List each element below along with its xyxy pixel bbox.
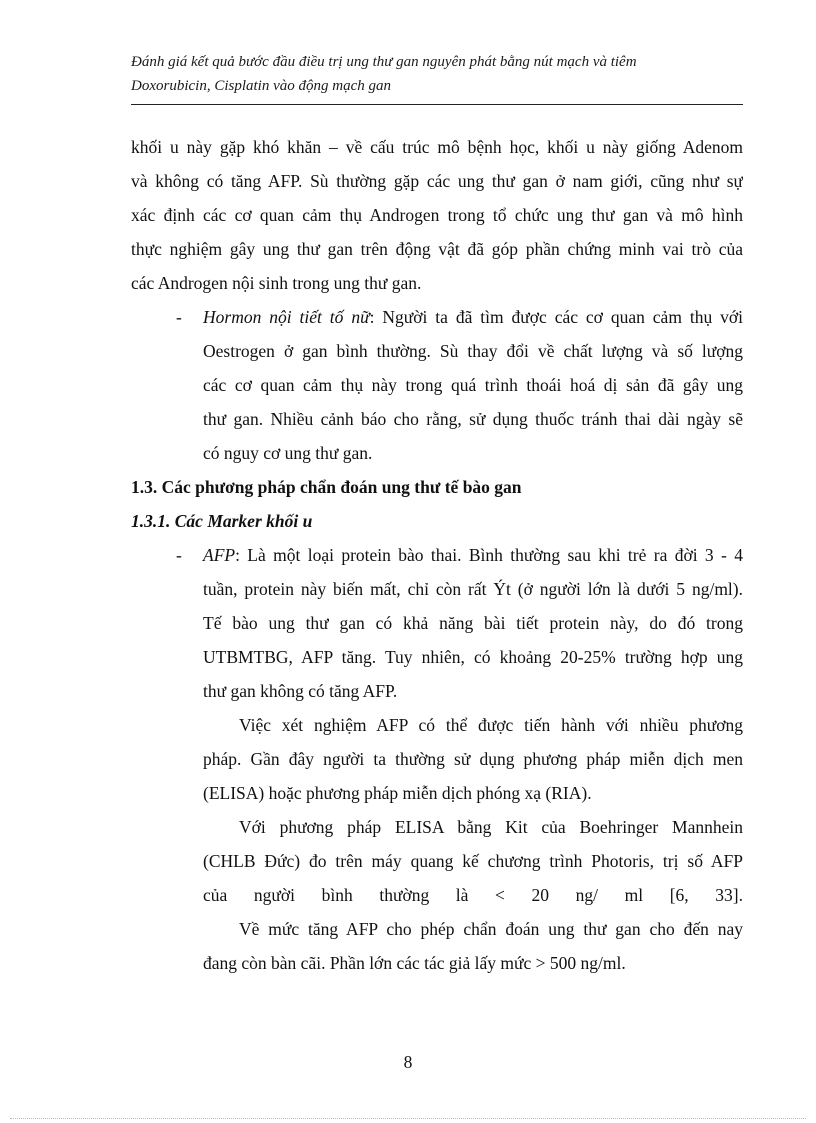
text-line: pháp. Gần đây người ta thường sử dụng phương pháp miễn dịch men	[203, 749, 743, 769]
text-line: Việc xét nghiệm AFP có thể được tiến hành với nhiều phương	[239, 715, 743, 735]
section-heading-1-3-1: 1.3.1. Các Marker khối u	[131, 511, 313, 531]
bullet-afp	[131, 538, 743, 708]
text-line: Oestrogen ở gan bình thường. Sù thay đổi về chất lượng và số lượng	[203, 341, 743, 361]
text-line: thư gan không có tăng AFP.	[203, 681, 398, 701]
bullet-dash: -	[176, 307, 182, 327]
header-title-line-1: Đánh giá kết quả bước đầu điều trị ung thư gan nguyên phát bằng nút mạch và tiêm	[131, 54, 637, 70]
text-line: thực nghiệm gây ung thư gan trên động vật đã góp phần chứng minh vai trò của	[131, 239, 743, 259]
text-line: (CHLB Đức) đo trên máy quang kế chương trình Photoris, trị số AFP	[203, 851, 743, 871]
text-line: tuần, protein này biến mất, chỉ còn rất Ýt (ở người lớn là dưới 5 ng/ml).	[203, 579, 743, 599]
bullet-term: AFP	[203, 545, 236, 565]
bullet-text: : Người ta đã tìm được các cơ quan cảm thụ với	[369, 307, 743, 327]
text-line: xác định các cơ quan cảm thụ Androgen trong tổ chức ung thư gan và mô hình	[131, 205, 743, 225]
page-body	[131, 130, 743, 980]
page-bottom-edge	[10, 1118, 806, 1119]
text-line: có nguy cơ ung thư gan.	[203, 443, 373, 463]
text-line: Tế bào ung thư gan có khả năng bài tiết protein này, do đó trong	[203, 613, 743, 633]
paragraph-androgen	[131, 130, 743, 300]
text-line: đang còn bàn cãi. Phần lớn các tác giả lấy mức > 500 ng/ml.	[203, 953, 626, 973]
text-line: thư gan. Nhiều cảnh báo cho rằng, sử dụng thuốc tránh thai dài ngày sẽ	[203, 409, 743, 429]
text-line: UTBMTBG, AFP tăng. Tuy nhiên, có khoảng 20-25% trường hợp ung	[203, 647, 743, 667]
bullet-dash: -	[176, 545, 182, 565]
text-line: các cơ quan cảm thụ này trong quá trình thoái hoá dị sản đã gây ung	[203, 375, 743, 395]
page-number: 8	[403, 1052, 413, 1072]
bullet-first-line	[131, 300, 743, 334]
section-heading-1-3: 1.3. Các phương pháp chẩn đoán ung thư tế bào gan	[131, 477, 522, 497]
paragraph-xet-nghiem	[131, 708, 743, 810]
text-line: và không có tăng AFP. Sù thường gặp các ung thư gan ở nam giới, cũng như sự	[131, 171, 743, 191]
bullet-hormon	[131, 300, 743, 470]
text-line: Về mức tăng AFP cho phép chẩn đoán ung thư gan cho đến nay	[239, 919, 743, 939]
text-line: Với phương pháp ELISA bằng Kit của Boehringer Mannhein	[239, 817, 743, 837]
text-line: của người bình thường là < 20 ng/ ml [6, 33].	[203, 885, 743, 905]
paragraph-elisa	[131, 810, 743, 912]
header-title-line-2: Doxorubicin, Cisplatin vào động mạch gan	[131, 78, 391, 94]
bullet-text: : Là một loại protein bào thai. Bình thường sau khi trẻ ra đời 3 - 4	[235, 545, 743, 565]
bullet-first-line	[131, 538, 743, 572]
text-line: các Androgen nội sinh trong ung thư gan.	[131, 273, 422, 293]
text-line: khối u này gặp khó khăn – về cấu trúc mô bệnh học, khối u này giống Adenom	[131, 137, 743, 157]
bullet-term: Hormon nội tiết tố nữ	[203, 307, 370, 327]
text-line: (ELISA) hoặc phương pháp miễn dịch phóng xạ (RIA).	[203, 783, 592, 803]
running-header	[131, 50, 743, 98]
paragraph-muc-tang	[131, 912, 743, 980]
header-divider	[131, 104, 743, 105]
